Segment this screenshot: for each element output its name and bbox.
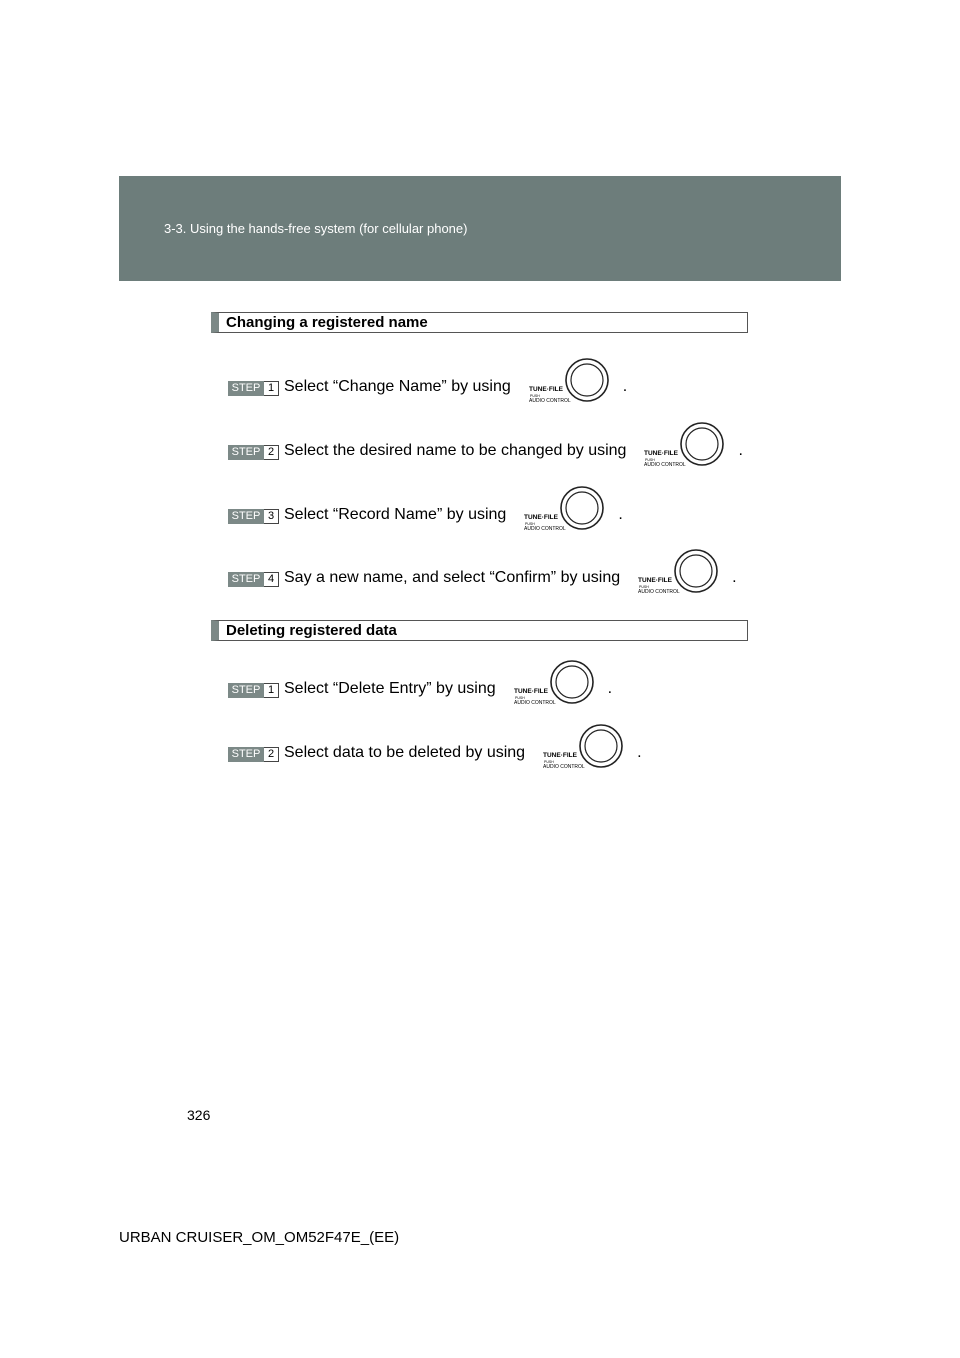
knob-graphic <box>512 658 594 714</box>
tune-file-knob-icon <box>512 680 594 714</box>
knob-label-top: TUNE·FILE <box>524 514 559 521</box>
knob-label-bottom: AUDIO CONTROL <box>513 700 556 706</box>
step-item: STEP 4 Say a new name, and select “Confirm” by using TUNE·FILE PUSH AUDIO CONTROL . <box>228 572 788 604</box>
knob-label-small: PUSH <box>639 585 649 589</box>
tune-file-knob-icon <box>522 506 604 540</box>
knob-inner-ring <box>556 666 588 698</box>
step-item: STEP 3 Select “Record Name” by using TUNE·FILE PUSH AUDIO CONTROL . <box>228 509 788 541</box>
knob-label-top: TUNE·FILE <box>638 577 673 584</box>
step-badge: STEP 3 <box>228 509 279 524</box>
tune-file-knob-icon <box>642 442 724 476</box>
section-title: Changing a registered name <box>226 314 428 331</box>
step-item: STEP 1 Select “Delete Entry” by using TUNE·FILE PUSH AUDIO CONTROL . <box>228 683 788 715</box>
step-badge: STEP 1 <box>228 381 279 396</box>
knob-inner-ring <box>686 428 718 460</box>
knob-label-bottom: AUDIO CONTROL <box>644 462 687 468</box>
knob-graphic <box>522 484 604 540</box>
step-item: STEP 2 Select data to be deleted by using TUNE·FILE PUSH AUDIO CONTROL . <box>228 747 788 779</box>
knob-label-top: TUNE·FILE <box>644 450 679 457</box>
tune-file-knob-icon <box>636 569 718 603</box>
step-badge: STEP 2 <box>228 747 279 762</box>
knob-inner-ring <box>566 492 598 524</box>
knob-graphic <box>642 420 724 476</box>
knob-inner-ring <box>585 730 617 762</box>
knob-label-bottom: AUDIO CONTROL <box>528 398 571 404</box>
step-text: Select “Delete Entry” by using <box>284 680 496 697</box>
header-title: 3-3. Using the hands-free system (for cellular phone) <box>164 221 468 236</box>
knob-label-small: PUSH <box>544 760 554 764</box>
knob-label-bottom: AUDIO CONTROL <box>524 526 566 532</box>
page-number: 326 <box>187 1107 211 1123</box>
knob-graphic <box>541 722 623 778</box>
step-text: Select the desired name to be changed by using <box>284 442 627 459</box>
knob-inner-ring <box>680 555 712 587</box>
step-text: Select “Record Name” by using <box>284 506 507 523</box>
knob-label-top: TUNE·FILE <box>528 386 563 393</box>
section-heading-change-name <box>211 312 748 333</box>
section-title: Deleting registered data <box>226 622 397 639</box>
knob-label-small: PUSH <box>514 696 525 700</box>
knob-graphic <box>527 356 609 412</box>
step-badge: STEP 4 <box>228 572 279 587</box>
step-text: Select data to be deleted by using <box>284 744 526 761</box>
step-item: STEP 1 Select “Change Name” by using TUNE·FILE PUSH AUDIO CONTROL . <box>228 381 788 413</box>
step-text: Say a new name, and select “Confirm” by using <box>284 569 621 586</box>
knob-label-small: PUSH <box>645 458 656 462</box>
knob-graphic <box>636 547 718 603</box>
footer-code: URBAN CRUISER_OM_OM52F47E_(EE) <box>119 1229 400 1246</box>
knob-label-small: PUSH <box>529 394 540 398</box>
knob-label-small: PUSH <box>525 522 536 526</box>
knob-label-bottom: AUDIO CONTROL <box>543 764 585 770</box>
step-item: STEP 2 Select the desired name to be changed by using TUNE·FILE PUSH AUDIO CONTROL . <box>228 445 788 477</box>
section-heading-delete-data <box>211 620 748 641</box>
step-text: Select “Change Name” by using <box>284 378 511 395</box>
step-badge: STEP 2 <box>228 445 279 460</box>
tune-file-knob-icon <box>527 378 609 412</box>
knob-label-top: TUNE·FILE <box>513 688 548 695</box>
knob-label-bottom: AUDIO CONTROL <box>638 589 680 595</box>
tune-file-knob-icon <box>541 744 623 778</box>
knob-label-top: TUNE·FILE <box>543 752 578 759</box>
knob-inner-ring <box>571 364 603 396</box>
step-badge: STEP 1 <box>228 683 279 698</box>
